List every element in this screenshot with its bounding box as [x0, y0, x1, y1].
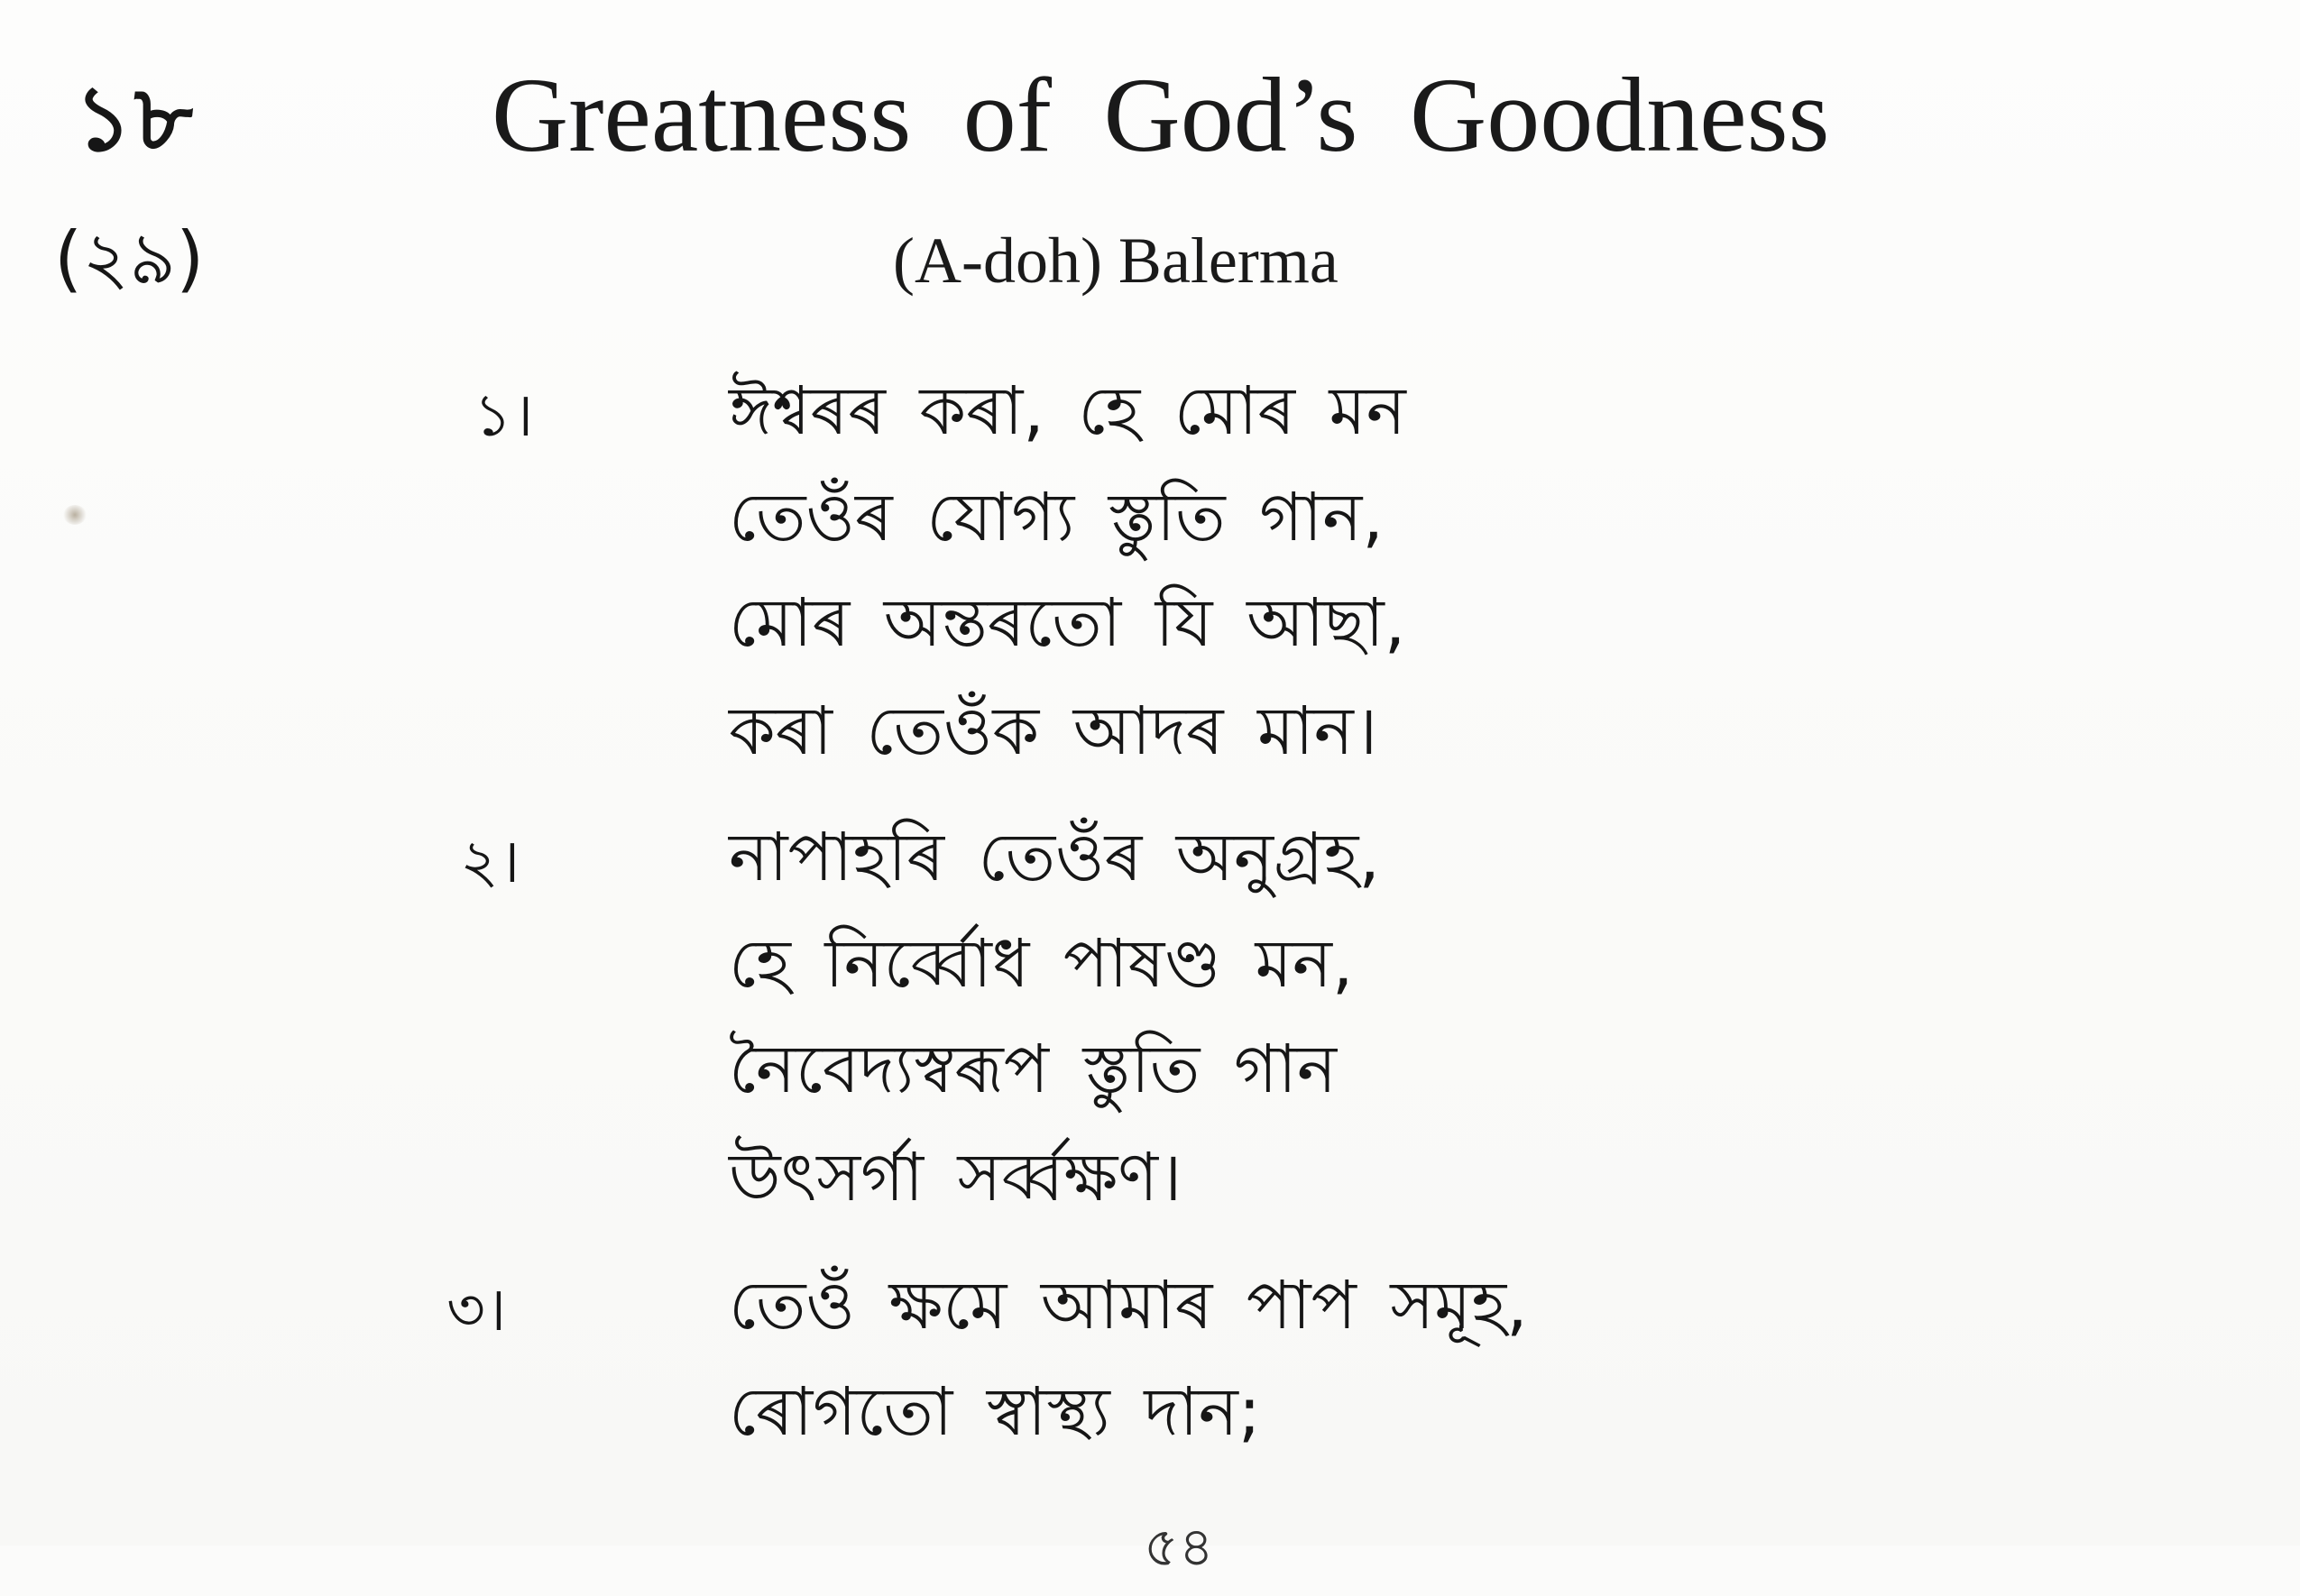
tune-name: (A-doh) Balerma: [893, 225, 1339, 297]
verse-3-line-2: ৰোগতো স্বাস্থ্য দান;: [729, 1373, 1261, 1451]
verse-1-line-2: তেওঁৰ যোগ্য স্তুতি গান,: [729, 479, 1384, 556]
verse-number-3: ৩।: [446, 1275, 507, 1344]
page-number: ৫৪: [1144, 1516, 1214, 1579]
hymn-reference: (২৯): [54, 216, 205, 300]
verse-3-line-1: তেওঁ ক্ষমে আমাৰ পাপ সমূহ,: [729, 1267, 1528, 1344]
verse-1-line-4: কৰা তেওঁক আদৰ মান।: [729, 693, 1378, 770]
verse-1-line-3: মোৰ অন্তৰতো যি আছা,: [729, 584, 1406, 662]
verse-2-line-4: উৎসৰ্গা সৰ্ব্বক্ষণ।: [729, 1139, 1182, 1216]
verse-1-line-1: ঈশ্বৰৰ কৰা, হে মোৰ মন: [729, 372, 1406, 450]
verse-number-1: ১।: [474, 381, 534, 450]
verse-2-line-1: নাপাহৰি তেওঁৰ অনুগ্ৰহ,: [729, 819, 1380, 896]
hymn-number: ১৮: [74, 66, 195, 171]
verse-number-2: ২।: [460, 827, 520, 896]
paper-speck: [63, 505, 87, 525]
verse-2-line-3: নৈবেদ্যস্বৰূপ স্তুতি গান: [729, 1031, 1338, 1108]
hymn-title: Greatness of God’s Goodness: [492, 56, 1830, 174]
verse-2-line-2: হে নিৰ্ব্বোধ পাষণ্ড মন,: [729, 925, 1354, 1003]
